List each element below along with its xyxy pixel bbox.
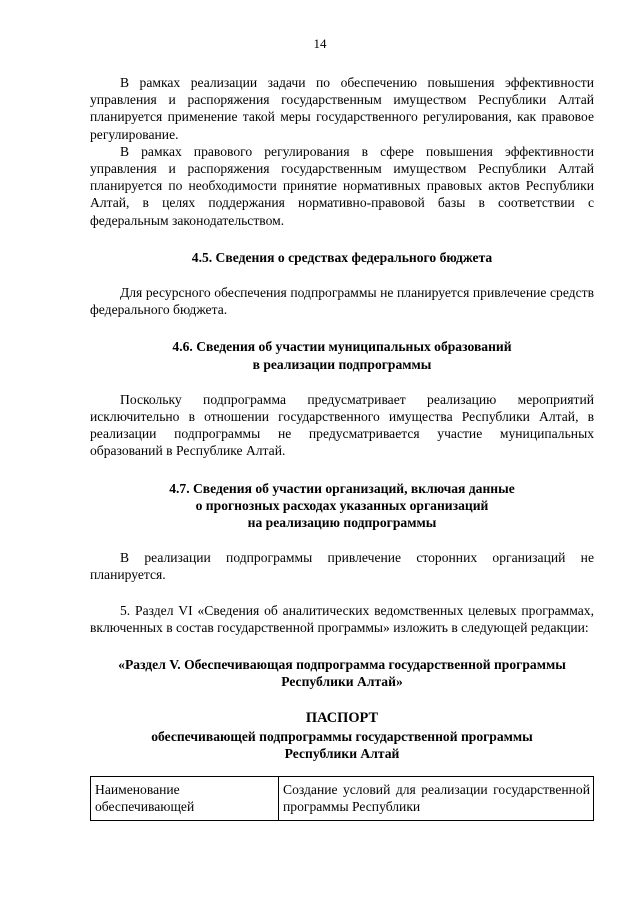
passport-subtitle-line2: Республики Алтай: [284, 745, 400, 761]
heading-4-5: 4.5. Сведения о средствах федерального бюджета: [191, 249, 493, 265]
heading-4-6: [90, 338, 594, 372]
heading-section-v-line2: Республики Алтай»: [281, 674, 403, 690]
table-cell-label: Наименование обеспечивающей: [91, 777, 279, 820]
passport-table: [90, 776, 594, 820]
paragraph-goal-measures: В рамках реализации задачи по обеспечению повышения эффективности управления и распоряжения государственным имуществом Республики Алтай планируется применение такой меры государственного регулирования, как правовое регулирование.: [90, 75, 594, 142]
passport-subtitle-line1: обеспечивающей подпрограммы государственной программы: [151, 728, 533, 744]
heading-4-7-line1: 4.7. Сведения об участии организаций, включая данные: [169, 480, 515, 496]
paragraph-4-7: В реализации подпрограммы привлечение сторонних организаций не планируется.: [90, 550, 594, 583]
heading-4-7-line2: о прогнозных расходах указанных организаций: [195, 497, 489, 513]
paragraph-legal-regulation: В рамках правового регулирования в сфере повышения эффективности управления и распоряжения государственным имуществом Республики Алтай планируется по необходимости принятие нормативных правовых актов Республики Алтай, в целях поддержания нормативно-правовой базы в соответствии с федеральным законодательством.: [90, 143, 594, 228]
heading-4-7: [90, 480, 594, 532]
passport-title: ПАСПОРТ: [305, 710, 379, 727]
heading-4-6-line1: 4.6. Сведения об участии муниципальных образований: [172, 339, 512, 355]
heading-section-v: [90, 656, 594, 690]
heading-4-6-line2: в реализации подпрограммы: [252, 356, 432, 372]
table-cell-value: Создание условий для реализации государственной программы Республики: [279, 777, 594, 820]
heading-4-7-line3: на реализацию подпрограммы: [247, 515, 437, 531]
page-number: 14: [313, 36, 327, 51]
paragraph-item-5: 5. Раздел VI «Сведения об аналитических ведомственных целевых программах, включенных в состав государственной программы» изложить в следующей редакции:: [90, 602, 594, 635]
document-body: [90, 74, 594, 821]
paragraph-4-5: Для ресурсного обеспечения подпрограммы не планируется привлечение средств федерального бюджета.: [90, 285, 594, 318]
passport-subtitle: [90, 728, 594, 762]
heading-section-v-line1: «Раздел V. Обеспечивающая подпрограмма государственной программы: [118, 657, 566, 673]
table-row: [91, 777, 594, 820]
paragraph-4-6: Поскольку подпрограмма предусматривает реализацию мероприятий исключительно в отношении государственного имущества Республики Алтай, в реализации подпрограммы не предусматривается участие муниципальных образований в Республике Алтай.: [90, 391, 594, 459]
